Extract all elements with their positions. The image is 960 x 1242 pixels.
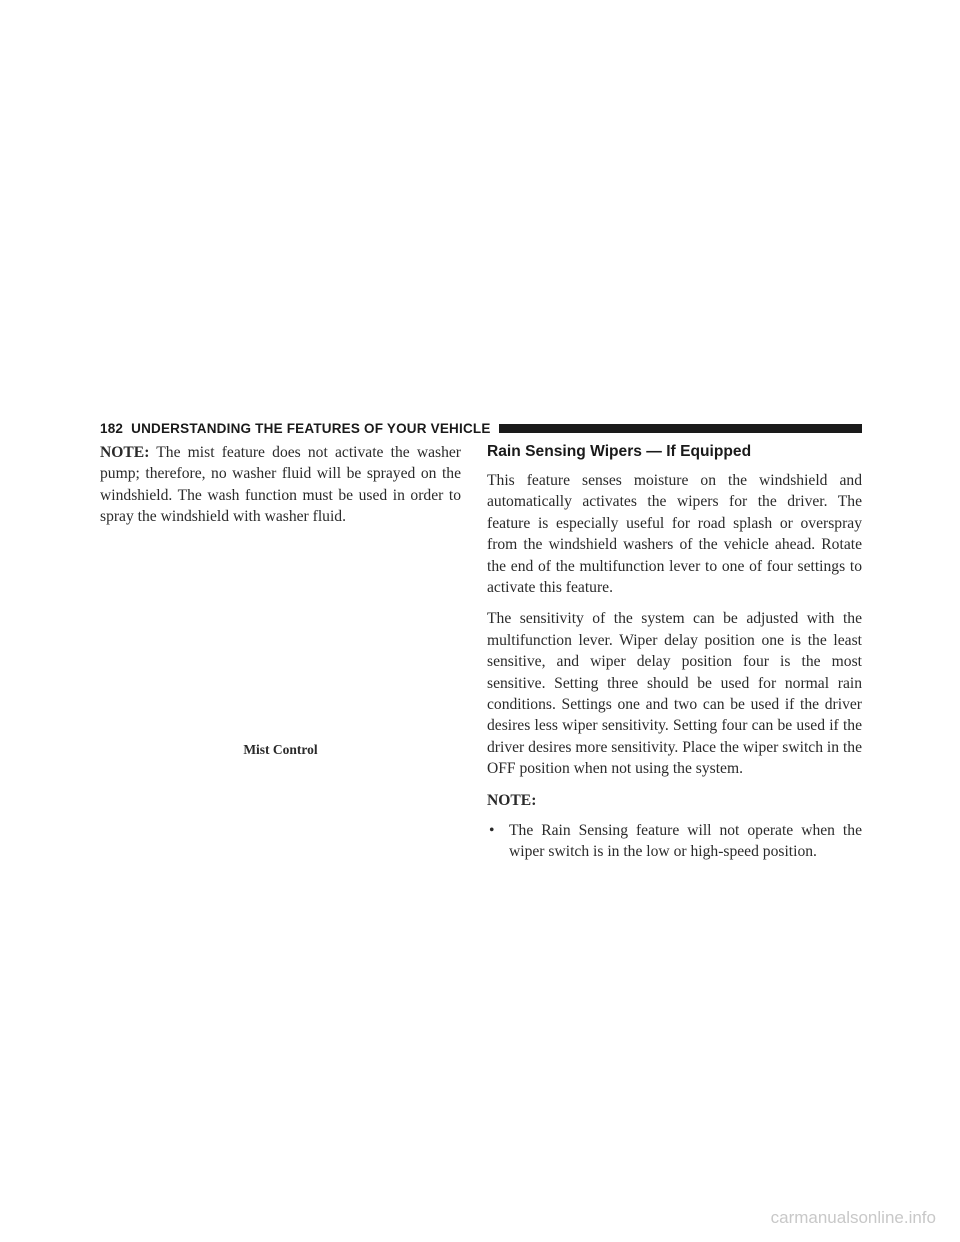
note-heading: NOTE: [487, 791, 537, 809]
rain-sensing-heading: Rain Sensing Wipers — If Equipped [487, 443, 752, 460]
mist-control-figure [100, 540, 461, 730]
right-column [487, 442, 862, 863]
note-text: The mist feature does not activate the washer pump; therefore, no washer fluid will be sprayed on the windshield. The wash function must be used in order to spray the windshield with washer fluid. [100, 444, 461, 526]
bullet-text: The Rain Sensing feature will not operate when the wiper switch is in the low or high-speed position. [509, 821, 862, 861]
list-item [487, 820, 862, 863]
figure-caption: Mist Control [243, 742, 318, 757]
page-header [100, 418, 862, 438]
watermark-link[interactable]: carmanualsonline.info [770, 1208, 936, 1227]
page-number: 182 [100, 420, 124, 436]
bullet-icon: • [489, 821, 495, 839]
paragraph-2: The sensitivity of the system can be adjusted with the multifunction lever. Wiper delay position one is the least sensitive, and wiper delay position four is the most sensitive. Setting three should be used for normal rain conditions. Settings one and two can be used if the driver desires less wiper sensitivity. Setting four can be used if the driver desires more sensitivity. Place the wiper switch in the OFF position when not using the system. [487, 610, 862, 778]
section-title: UNDERSTANDING THE FEATURES OF YOUR VEHICLE [131, 420, 491, 436]
header-rule [499, 424, 862, 433]
left-column [100, 442, 461, 528]
note-label: NOTE: [100, 444, 150, 461]
paragraph-1: This feature senses moisture on the windshield and automatically activates the wipers for the driver. The feature is especially useful for road splash or overspray from the windshield washers of the vehicle ahead. Rotate the end of the multifunction lever to one of four settings to activate this feature. [487, 472, 862, 597]
mist-note [100, 442, 461, 528]
